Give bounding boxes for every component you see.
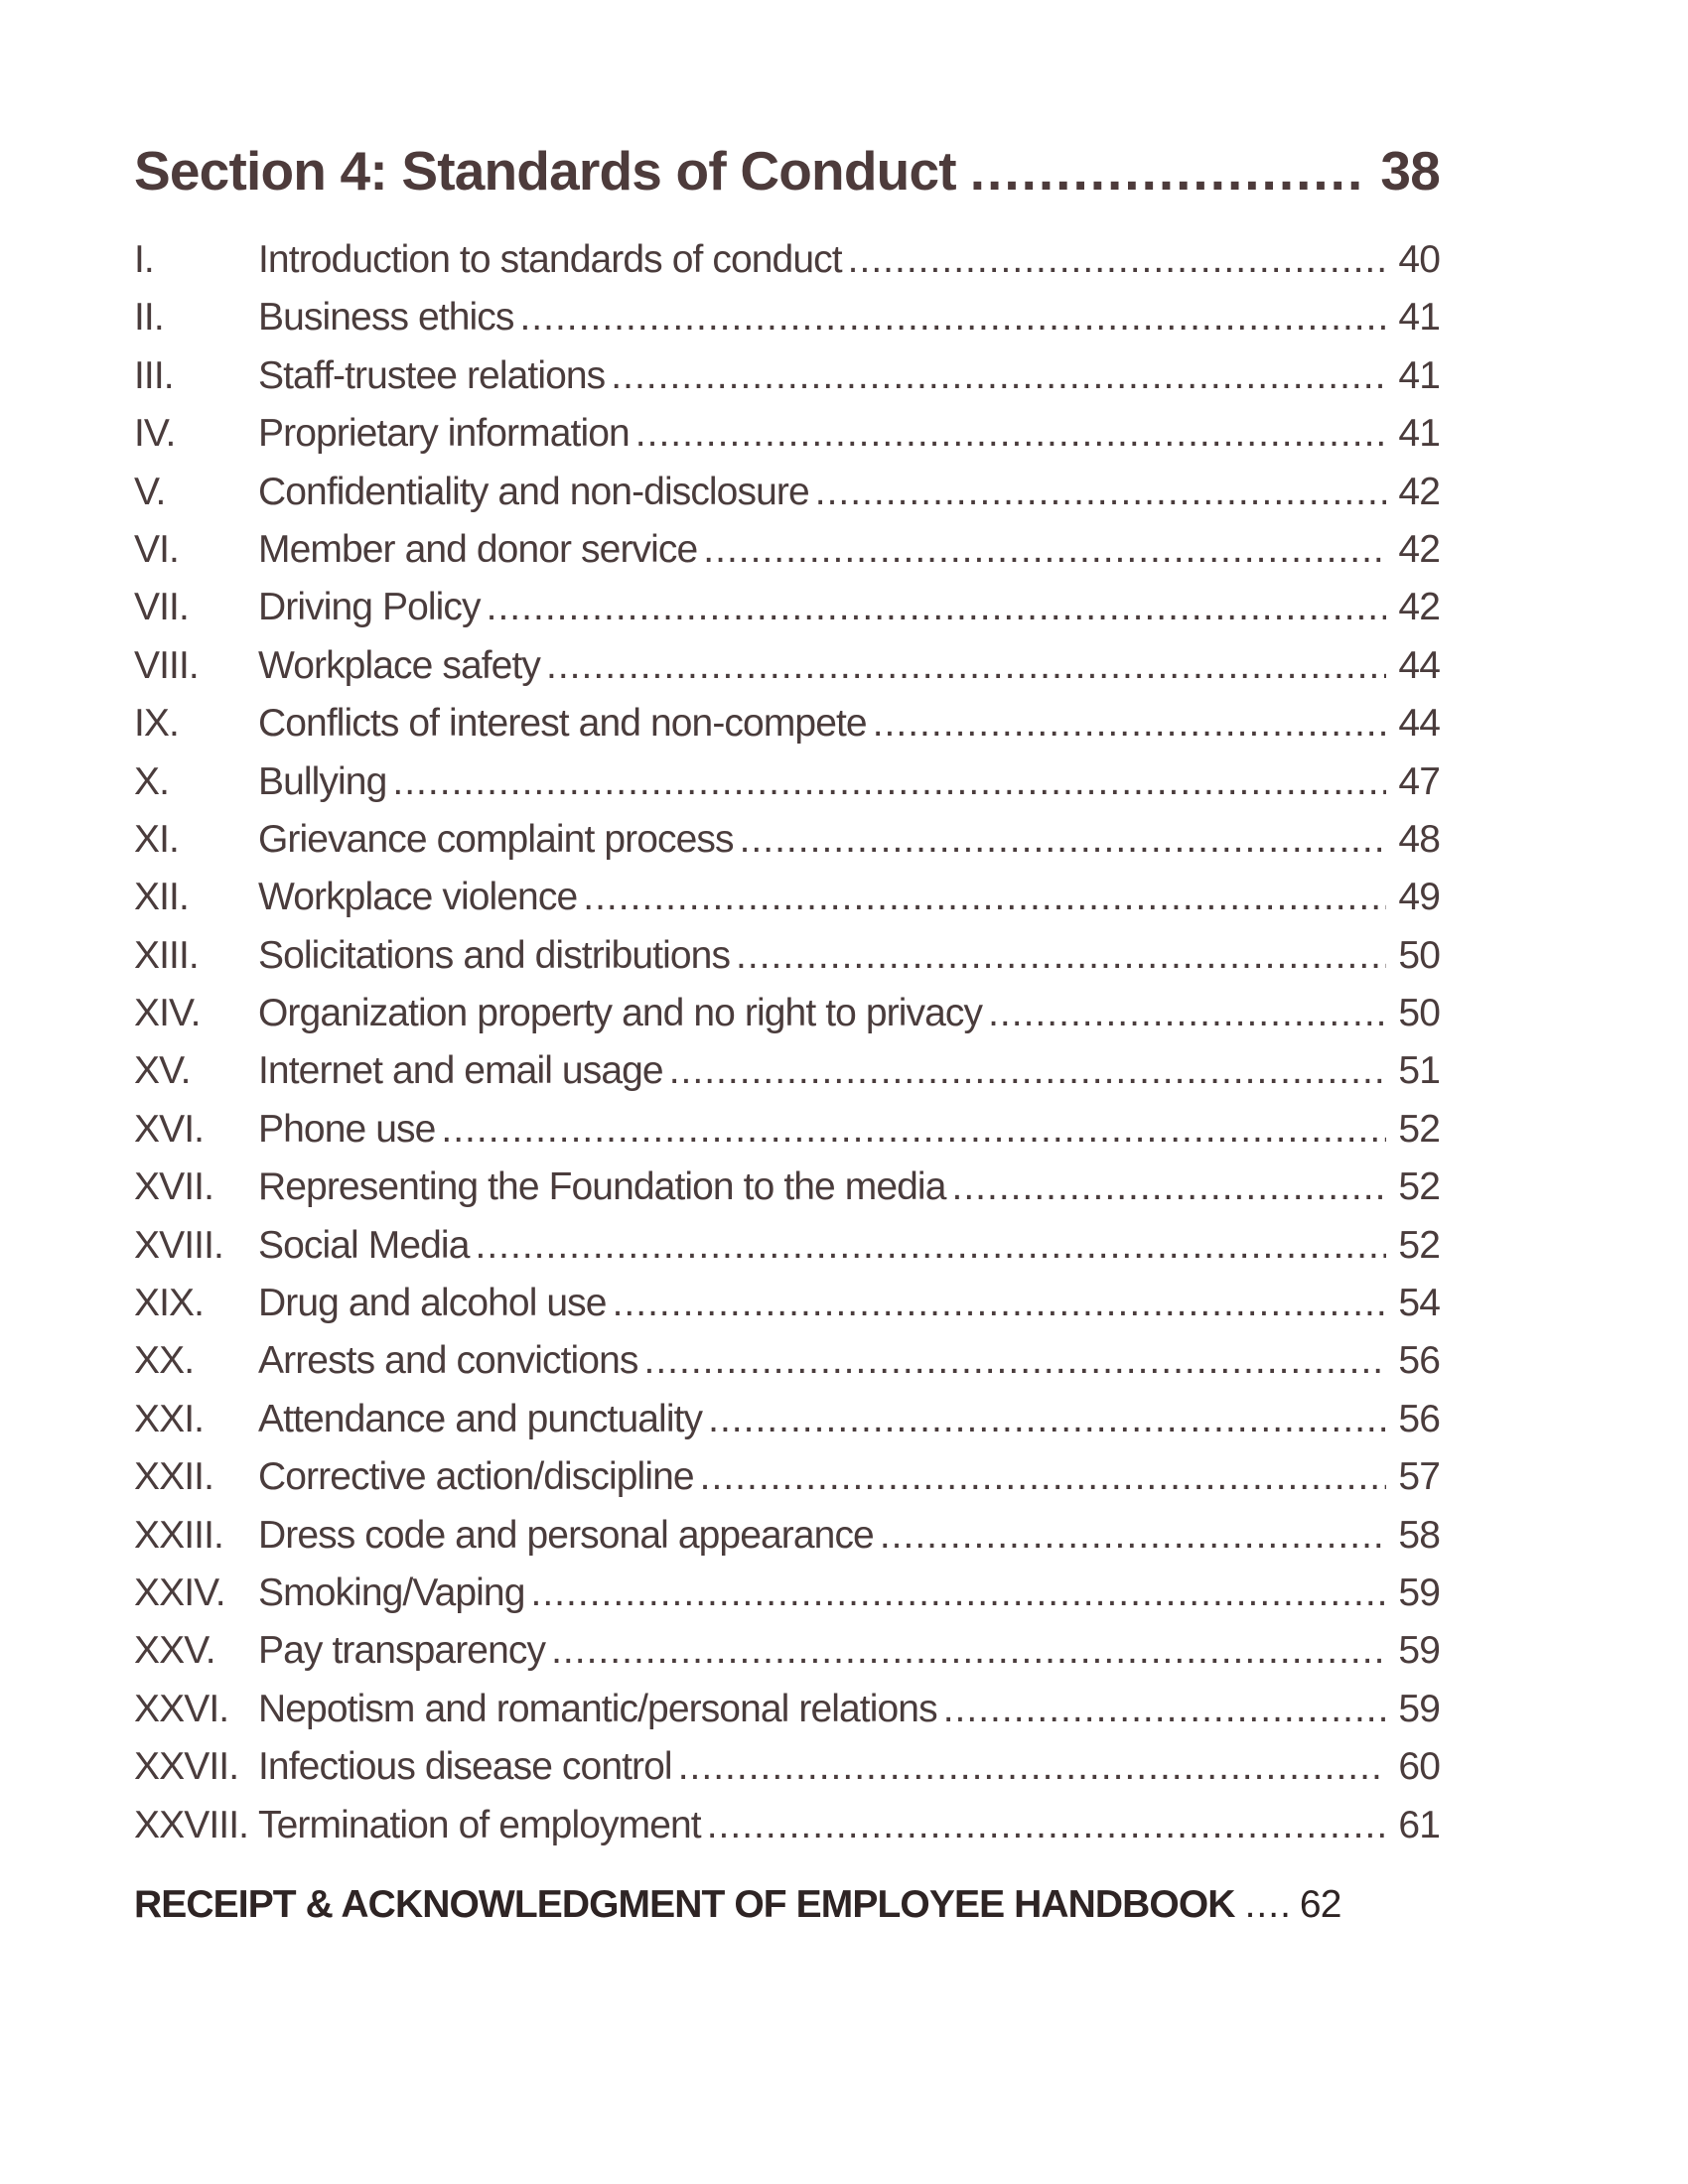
section-heading[interactable] xyxy=(134,139,1440,208)
toc-entry-title: Arrests and convictions xyxy=(258,1339,638,1383)
toc-entry[interactable] xyxy=(134,1224,1440,1282)
dot-leader xyxy=(880,1514,1386,1558)
dot-leader xyxy=(635,412,1386,456)
toc-entry-page-number: 60 xyxy=(1398,1745,1440,1789)
dot-leader xyxy=(678,1745,1386,1789)
toc-entry-number: IV. xyxy=(134,412,176,456)
toc-entry[interactable] xyxy=(134,702,1440,759)
dot-leader xyxy=(669,1049,1386,1093)
toc-entry[interactable] xyxy=(134,1108,1440,1165)
toc-entry-number: XIV. xyxy=(134,992,201,1035)
toc-entry-number: VI. xyxy=(134,527,179,571)
toc-entry[interactable] xyxy=(134,586,1440,643)
dot-leader xyxy=(700,1455,1386,1499)
toc-entry-page-number: 44 xyxy=(1398,702,1440,746)
toc-entry-page-number: 42 xyxy=(1398,470,1440,513)
toc-entry-number: XVII. xyxy=(134,1165,214,1209)
toc-entry-number: XX. xyxy=(134,1339,195,1383)
dot-leader xyxy=(392,760,1386,804)
toc-entry-number: III. xyxy=(134,353,174,397)
dot-leader xyxy=(643,1339,1386,1383)
toc-entry-number: XIX. xyxy=(134,1282,205,1325)
toc-entry-number: VII. xyxy=(134,586,189,629)
toc-entry[interactable] xyxy=(134,1398,1440,1455)
receipt-leader: .... xyxy=(1244,1882,1292,1926)
dot-leader xyxy=(970,139,1363,203)
toc-entry-page-number: 41 xyxy=(1398,412,1440,456)
toc-entry-page-number: 40 xyxy=(1398,238,1440,281)
toc-entry-number: XXIV. xyxy=(134,1570,225,1614)
toc-entry[interactable] xyxy=(134,818,1440,876)
toc-entry-number: XXII. xyxy=(134,1455,214,1499)
toc-entry-page-number: 61 xyxy=(1398,1803,1440,1846)
toc-entry-title: Nepotism and romantic/personal relations xyxy=(258,1687,937,1730)
toc-entry-title: Confidentiality and non-disclosure xyxy=(258,470,809,513)
toc-entry[interactable] xyxy=(134,1049,1440,1107)
toc-entry[interactable] xyxy=(134,1688,1440,1745)
toc-entry-title: Organization property and no right to privacy xyxy=(258,992,983,1035)
toc-entry-number: XXVII. xyxy=(134,1745,239,1789)
toc-entry-page-number: 56 xyxy=(1398,1397,1440,1440)
toc-entry[interactable] xyxy=(134,528,1440,586)
toc-entry-number: XXVI. xyxy=(134,1687,229,1730)
toc-entry[interactable] xyxy=(134,1571,1440,1629)
toc-entry-title: Proprietary information xyxy=(258,412,630,456)
toc-entry[interactable] xyxy=(134,1804,1440,1861)
toc-entry[interactable] xyxy=(134,296,1440,353)
toc-entry-number: V. xyxy=(134,470,166,513)
receipt-entry[interactable] xyxy=(134,1883,1422,1927)
toc-entry-title: Infectious disease control xyxy=(258,1745,672,1789)
dot-leader xyxy=(613,1282,1386,1325)
section-title: Section 4: Standards of Conduct xyxy=(134,140,956,202)
toc-entry[interactable] xyxy=(134,1455,1440,1513)
receipt-page-number: 62 xyxy=(1299,1882,1341,1926)
toc-entry[interactable] xyxy=(134,992,1440,1049)
dot-leader xyxy=(546,644,1386,688)
dot-leader xyxy=(531,1571,1386,1615)
toc-entry-title: Corrective action/discipline xyxy=(258,1455,694,1499)
dot-leader xyxy=(475,1224,1386,1268)
dot-leader xyxy=(441,1108,1386,1152)
toc-entry[interactable] xyxy=(134,412,1440,470)
toc-entry-title: Termination of employment xyxy=(258,1803,701,1846)
toc-entry[interactable] xyxy=(134,760,1440,818)
toc-entry-title: Bullying xyxy=(258,759,387,803)
toc-entry-page-number: 58 xyxy=(1398,1513,1440,1557)
dot-leader xyxy=(952,1165,1387,1209)
toc-entry-title: Smoking/Vaping xyxy=(258,1570,525,1614)
toc-entry-title: Driving Policy xyxy=(258,586,481,629)
dot-leader xyxy=(519,296,1386,340)
toc-entry-page-number: 52 xyxy=(1398,1223,1440,1267)
dot-leader xyxy=(487,586,1386,629)
dot-leader xyxy=(848,238,1386,282)
toc-entry-page-number: 44 xyxy=(1398,643,1440,687)
toc-entry-number: XV. xyxy=(134,1049,191,1093)
toc-entry-title: Dress code and personal appearance xyxy=(258,1513,874,1557)
toc-entry-page-number: 59 xyxy=(1398,1570,1440,1614)
toc-entry-page-number: 47 xyxy=(1398,759,1440,803)
toc-entry-number: XXI. xyxy=(134,1397,205,1440)
toc-entry[interactable] xyxy=(134,1514,1440,1571)
toc-entry-title: Workplace violence xyxy=(258,876,578,919)
toc-entry-page-number: 51 xyxy=(1398,1049,1440,1093)
toc-entry-page-number: 56 xyxy=(1398,1339,1440,1383)
toc-entry-title: Staff-trustee relations xyxy=(258,353,606,397)
toc-entry-number: I. xyxy=(134,238,154,281)
toc-entry-page-number: 52 xyxy=(1398,1107,1440,1151)
toc-entry[interactable] xyxy=(134,1745,1440,1803)
receipt-title: RECEIPT & ACKNOWLEDGMENT OF EMPLOYEE HANDBOOK xyxy=(134,1882,1235,1926)
toc-entry[interactable] xyxy=(134,1629,1440,1687)
toc-entry-number: XXIII. xyxy=(134,1513,223,1557)
toc-entry-number: IX. xyxy=(134,702,179,746)
toc-entry-page-number: 57 xyxy=(1398,1455,1440,1499)
toc-entry-page-number: 50 xyxy=(1398,933,1440,977)
toc-entry[interactable] xyxy=(134,644,1440,702)
toc-entry-title: Phone use xyxy=(258,1107,436,1151)
table-of-contents xyxy=(134,139,1440,1927)
toc-entry-number: XVI. xyxy=(134,1107,205,1151)
toc-entry[interactable] xyxy=(134,1165,1440,1223)
toc-entry-title: Business ethics xyxy=(258,296,514,340)
toc-entry-title: Member and donor service xyxy=(258,527,698,571)
toc-entry[interactable] xyxy=(134,238,1440,296)
toc-entry[interactable] xyxy=(134,876,1440,933)
toc-entry-page-number: 41 xyxy=(1398,353,1440,397)
toc-entry[interactable] xyxy=(134,354,1440,412)
toc-entry-number: XXVIII. xyxy=(134,1803,249,1846)
toc-entry[interactable] xyxy=(134,471,1440,528)
dot-leader xyxy=(708,1398,1386,1441)
toc-entry-page-number: 59 xyxy=(1398,1687,1440,1730)
toc-entry-page-number: 54 xyxy=(1398,1282,1440,1325)
toc-entry-page-number: 42 xyxy=(1398,586,1440,629)
toc-entry[interactable] xyxy=(134,1339,1440,1397)
toc-entry-number: VIII. xyxy=(134,643,199,687)
toc-entry-number: X. xyxy=(134,759,170,803)
toc-entry-title: Pay transparency xyxy=(258,1629,546,1673)
dot-leader xyxy=(551,1629,1386,1673)
dot-leader xyxy=(815,471,1386,514)
dot-leader xyxy=(740,818,1386,862)
toc-entry-number: XXV. xyxy=(134,1629,215,1673)
toc-entry-title: Introduction to standards of conduct xyxy=(258,238,842,281)
toc-entry-title: Social Media xyxy=(258,1223,470,1267)
toc-entry-number: XIII. xyxy=(134,933,199,977)
toc-entry-page-number: 59 xyxy=(1398,1629,1440,1673)
toc-entry-number: XVIII. xyxy=(134,1223,223,1267)
toc-entry-page-number: 48 xyxy=(1398,817,1440,861)
dot-leader xyxy=(736,934,1386,978)
toc-entry-title: Representing the Foundation to the media xyxy=(258,1165,946,1209)
toc-entry-number: XI. xyxy=(134,817,179,861)
toc-entry-title: Conflicts of interest and non-compete xyxy=(258,702,867,746)
dot-leader xyxy=(703,528,1386,572)
dot-leader xyxy=(873,702,1386,746)
dot-leader xyxy=(611,354,1386,398)
toc-entry[interactable] xyxy=(134,934,1440,992)
toc-entry[interactable] xyxy=(134,1282,1440,1339)
dot-leader xyxy=(943,1688,1386,1731)
toc-entry-page-number: 42 xyxy=(1398,527,1440,571)
toc-entry-page-number: 49 xyxy=(1398,876,1440,919)
toc-entry-title: Solicitations and distributions xyxy=(258,933,731,977)
toc-entry-number: XII. xyxy=(134,876,189,919)
toc-entry-list xyxy=(134,238,1440,1861)
toc-entry-title: Grievance complaint process xyxy=(258,817,734,861)
toc-entry-title: Drug and alcohol use xyxy=(258,1282,607,1325)
toc-entry-page-number: 50 xyxy=(1398,992,1440,1035)
dot-leader xyxy=(707,1804,1386,1847)
dot-leader xyxy=(583,876,1386,919)
toc-entry-title: Attendance and punctuality xyxy=(258,1397,703,1440)
toc-entry-title: Internet and email usage xyxy=(258,1049,663,1093)
toc-entry-number: II. xyxy=(134,296,164,340)
toc-entry-page-number: 41 xyxy=(1398,296,1440,340)
toc-entry-page-number: 52 xyxy=(1398,1165,1440,1209)
toc-entry-title: Workplace safety xyxy=(258,643,541,687)
dot-leader xyxy=(988,992,1386,1035)
section-page-number: 38 xyxy=(1380,140,1440,202)
